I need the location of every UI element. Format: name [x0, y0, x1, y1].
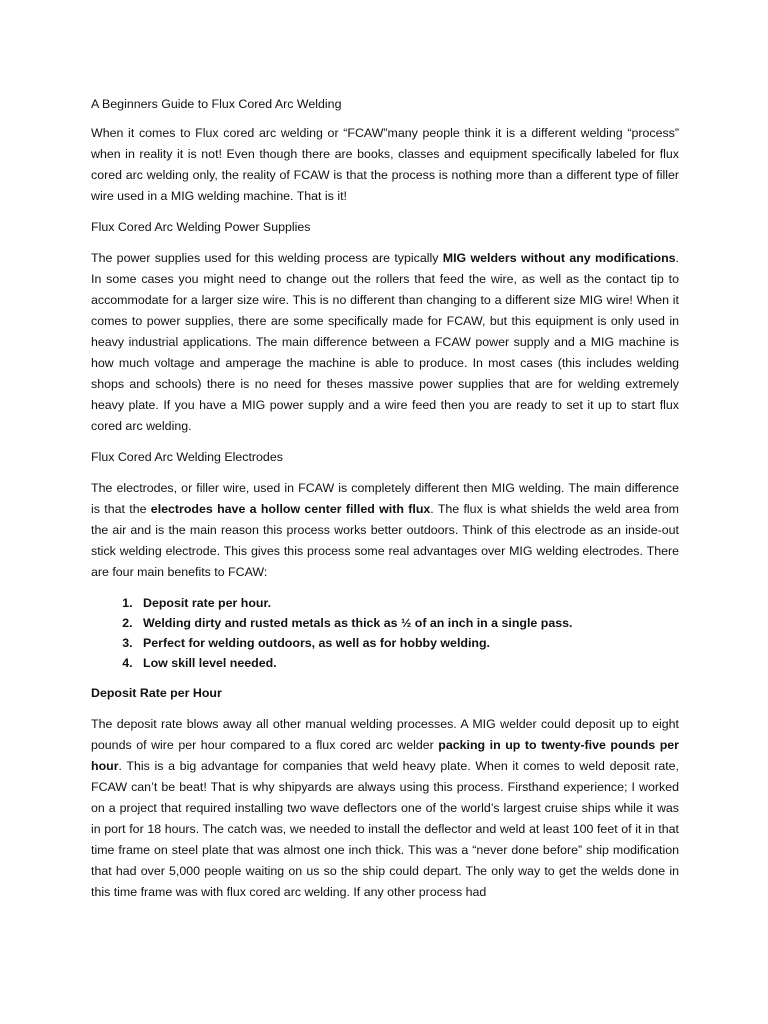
power-supplies-heading: Flux Cored Arc Welding Power Supplies: [91, 220, 311, 234]
document-page: [91, 94, 679, 913]
benefit-item: 2. Welding dirty and rusted metals as thick as ½ of an inch in a single pass.: [136, 613, 679, 633]
electrodes-paragraph: [91, 478, 679, 583]
power-supplies-text-after: . In some cases you might need to change out the rollers that feed the wire, as well as the contact tip to accommodate for a larger size wire. This is no different than changing to a different size MIG wire! When it comes to power supplies, there are some specifically made for FCAW, but this equipment is only used in heavy industrial applications. The main difference between a FCAW power supply and a MIG machine is how much voltage and amperage the machine is able to produce. In most cases (this includes welding shops and schools) there is no need for theses massive power supplies that are for welding extremely heavy plate. If you have a MIG power supply and a wire feed then you are ready to set it up to start flux cored arc welding.: [91, 251, 679, 433]
deposit-rate-heading: Deposit Rate per Hour: [91, 686, 222, 700]
document-title: A Beginners Guide to Flux Cored Arc Welding: [91, 97, 342, 111]
electrodes-bold-text: electrodes have a hollow center filled with flux: [150, 502, 431, 516]
intro-paragraph: When it comes to Flux cored arc welding or “FCAW”many people think it is a different welding “process” when in reality it is not! Even though there are books, classes and equipment specifically labeled for flux cored arc welding only, the reality of FCAW is that the process is nothing more than a different type of filler wire used in a MIG welding machine. That is it!: [91, 126, 679, 203]
power-supplies-paragraph: [91, 248, 679, 437]
electrodes-text-after: . The flux is what shields the weld area from the air and is the main reason this process works better outdoors. Think of this electrode as an inside-out stick welding electrode. This gives this process some real advantages over MIG welding electrodes. There are four main benefits to FCAW:: [91, 502, 679, 579]
benefit-item: 1. Deposit rate per hour.: [136, 593, 679, 613]
benefit-item: 3. Perfect for welding outdoors, as well as for hobby welding.: [136, 633, 679, 653]
deposit-rate-paragraph: [91, 714, 679, 903]
electrodes-heading: Flux Cored Arc Welding Electrodes: [91, 450, 283, 464]
deposit-rate-bold-text: packing in up to twenty-five pounds per hour: [91, 738, 679, 773]
benefit-item: 4. Low skill level needed.: [136, 653, 679, 673]
benefits-list: [91, 593, 679, 673]
power-supplies-bold-text: MIG welders without any modifications: [442, 251, 676, 265]
deposit-rate-text-before: The deposit rate blows away all other manual welding processes. A MIG welder could deposit up to eight pounds of wire per hour compared to a flux cored arc welder: [91, 717, 679, 752]
power-supplies-text-before: The power supplies used for this welding process are typically: [91, 251, 443, 265]
deposit-rate-text-after: . This is a big advantage for companies that weld heavy plate. When it comes to weld deposit rate, FCAW can’t be beat! That is why shipyards are always using this process. Firsthand experience; I worked on a project that required installing two wave deflectors one of the world’s largest cruise ships while it was in port for 18 hours. The catch was, we needed to install the deflector and weld at least 100 feet of it in that time frame on steel plate that was almost one inch thick. This was a “never done before” ship modification that had over 5,000 people waiting on us so the ship could depart. The only way to get the welds done in this time frame was with flux cored arc welding. If any other process had: [91, 759, 679, 899]
electrodes-text-before: The electrodes, or filler wire, used in FCAW is completely different then MIG welding. The main difference is that the: [91, 481, 679, 516]
